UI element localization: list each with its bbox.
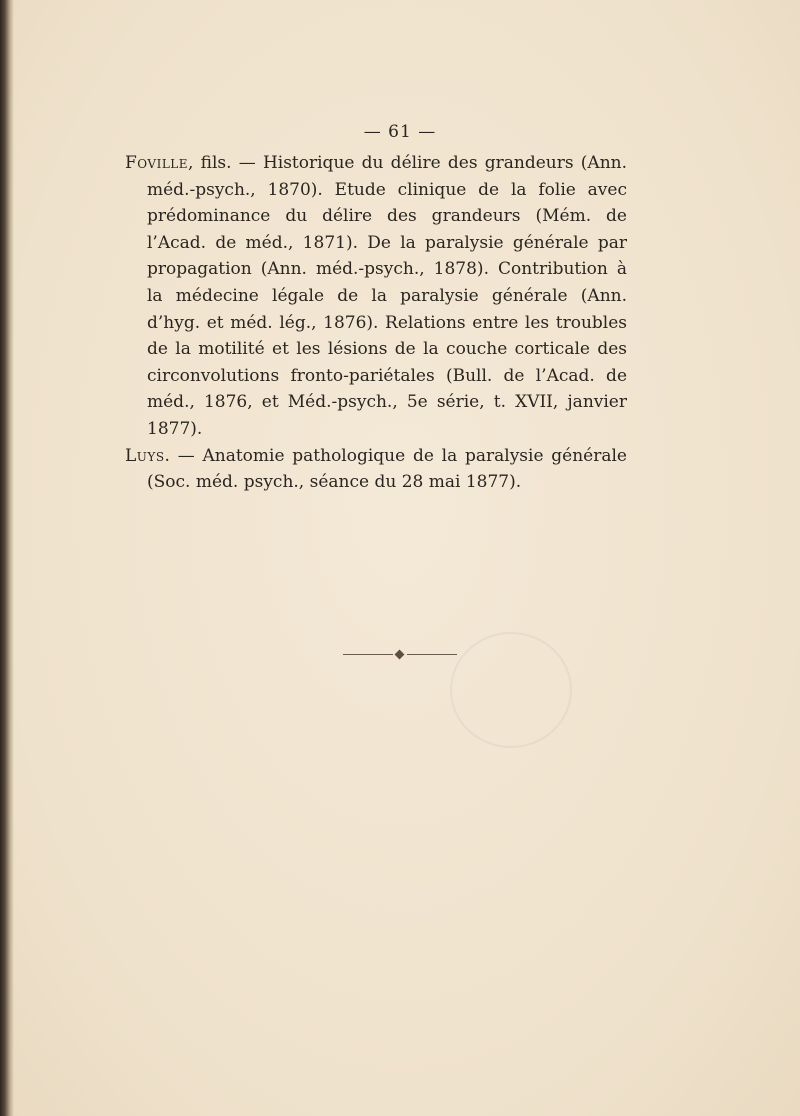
ornament-line-right [407,654,457,655]
bibliography-entry-luys [125,443,627,496]
end-ornament [343,650,457,660]
binding-edge [0,0,14,1116]
author-name: Foville [125,153,189,173]
entry-text: . — Anatomie pathologique de la paralysie générale (Soc. méd. psych., séance du 28 mai 1877). [147,445,627,493]
faded-library-stamp [450,632,572,748]
ornament-diamond [395,650,405,660]
bibliography-entry-foville [125,150,627,443]
bibliography-body [125,150,627,496]
entry-text: , fils. — Historique du délire des grandeurs (Ann. méd.-psych., 1870). Etude clinique de la folie avec prédominance du délire des grandeurs (Mém. de l’Acad. de méd., 1871). De la paralysie générale par propagation (Ann. méd.-psych., 1878). Contribution à la médecine légale de la paralysie générale (Ann. d’hyg. et méd. lég., 1876). Relations entre les troubles de la motilité et les lésions de la couche corticale des circonvolutions fronto-pariétales (Bull. de l’Acad. de méd., 1876, et Méd.-psych., 5e série, t. XVII, janvier 1877). [147,153,627,439]
page-number-header: — 61 — [363,122,437,142]
author-name: Luys [125,445,165,466]
ornament-line-left [343,654,393,655]
